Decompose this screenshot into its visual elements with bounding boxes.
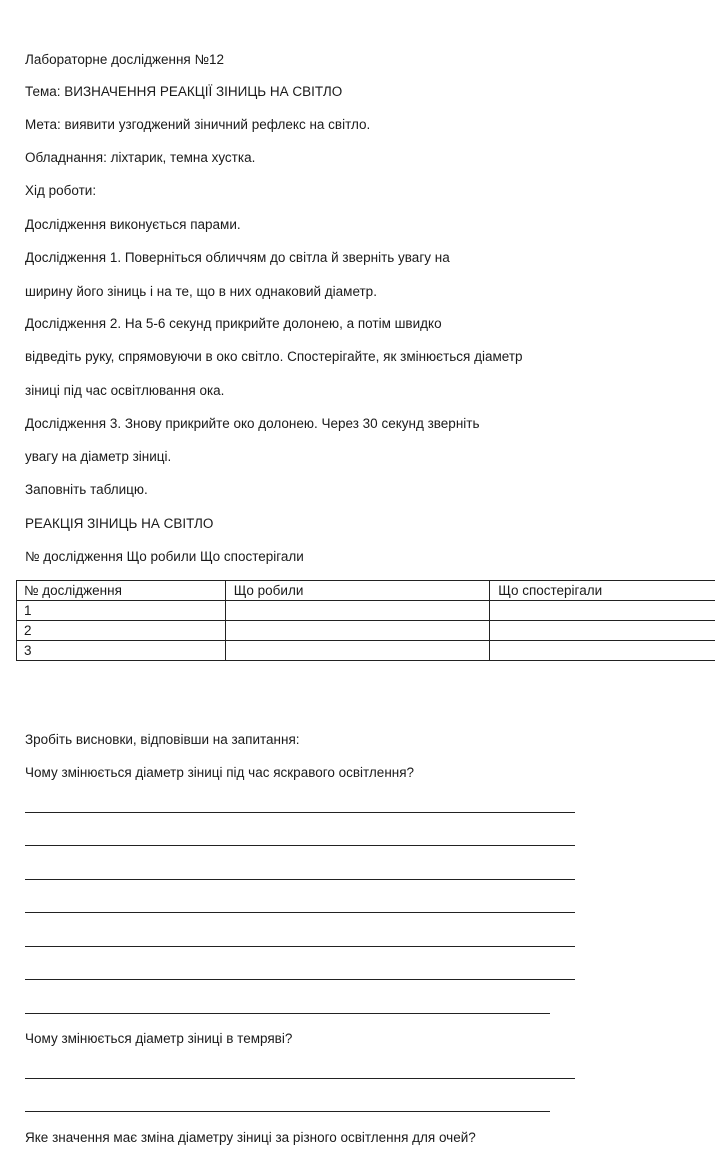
step1-line1: Дослідження 1. Поверніться обличчям до світла й зверніть увагу на	[25, 250, 450, 265]
answer-line[interactable]	[25, 845, 575, 846]
answer-cell[interactable]	[225, 601, 490, 621]
answer-cell[interactable]	[225, 641, 490, 661]
fill-table-instruction: Заповніть таблицю.	[25, 482, 148, 497]
table-caption: № дослідження Що робили Що спостерігали	[25, 549, 304, 564]
table-header-row	[17, 581, 715, 601]
answer-cell[interactable]	[490, 641, 715, 661]
question-2: Чому змінюється діаметр зіниці в темряві?	[25, 1031, 293, 1046]
answer-line[interactable]	[25, 1013, 550, 1014]
table-row	[17, 641, 715, 661]
step1-line2: ширину його зіниць і на те, що в них однаковий діаметр.	[25, 284, 377, 299]
step3-line1: Дослідження 3. Знову прикрийте око долонею. Через 30 секунд зверніть	[25, 416, 480, 431]
pairs-note: Дослідження виконується парами.	[25, 217, 241, 232]
conclusions-intro: Зробіть висновки, відповівши на запитання:	[25, 732, 300, 747]
results-table	[16, 580, 715, 661]
table-title: РЕАКЦІЯ ЗІНИЦЬ НА СВІТЛО	[25, 516, 214, 531]
goal-line: Мета: виявити узгоджений зіничний рефлекс на світло.	[25, 117, 371, 132]
table-row	[17, 601, 715, 621]
header-cell-observations: Що спостерігали	[490, 581, 715, 601]
answer-line[interactable]	[25, 1111, 550, 1112]
lab-title: Лабораторне дослідження №12	[25, 52, 224, 67]
table-row	[17, 621, 715, 641]
row-number-cell: 1	[17, 601, 226, 621]
answer-cell[interactable]	[490, 621, 715, 641]
step2-line2: відведіть руку, спрямовуючи в око світло. Спостерігайте, як змінюється діаметр	[25, 349, 523, 364]
answer-line[interactable]	[25, 979, 575, 980]
answer-line[interactable]	[25, 812, 575, 813]
equipment-line: Обладнання: ліхтарик, темна хустка.	[25, 150, 256, 165]
answer-line[interactable]	[25, 1078, 575, 1079]
answer-cell[interactable]	[225, 621, 490, 641]
answer-cell[interactable]	[490, 601, 715, 621]
step3-line2: увагу на діаметр зіниці.	[25, 449, 172, 464]
step2-line3: зіниці під час освітлювання ока.	[25, 383, 225, 398]
answer-line[interactable]	[25, 879, 575, 880]
topic-line: Тема: ВИЗНАЧЕННЯ РЕАКЦІЇ ЗІНИЦЬ НА СВІТЛО	[25, 84, 343, 99]
header-cell-actions: Що робили	[225, 581, 490, 601]
step2-line1: Дослідження 2. На 5-6 секунд прикрийте долонею, а потім швидко	[25, 316, 442, 331]
answer-line[interactable]	[25, 912, 575, 913]
row-number-cell: 3	[17, 641, 226, 661]
procedure-heading: Хід роботи:	[25, 183, 97, 198]
question-1: Чому змінюється діаметр зіниці під час яскравого освітлення?	[25, 765, 415, 780]
header-cell-number: № дослідження	[17, 581, 226, 601]
question-3: Яке значення має зміна діаметру зіниці за різного освітлення для очей?	[25, 1130, 476, 1145]
answer-line[interactable]	[25, 946, 575, 947]
row-number-cell: 2	[17, 621, 226, 641]
